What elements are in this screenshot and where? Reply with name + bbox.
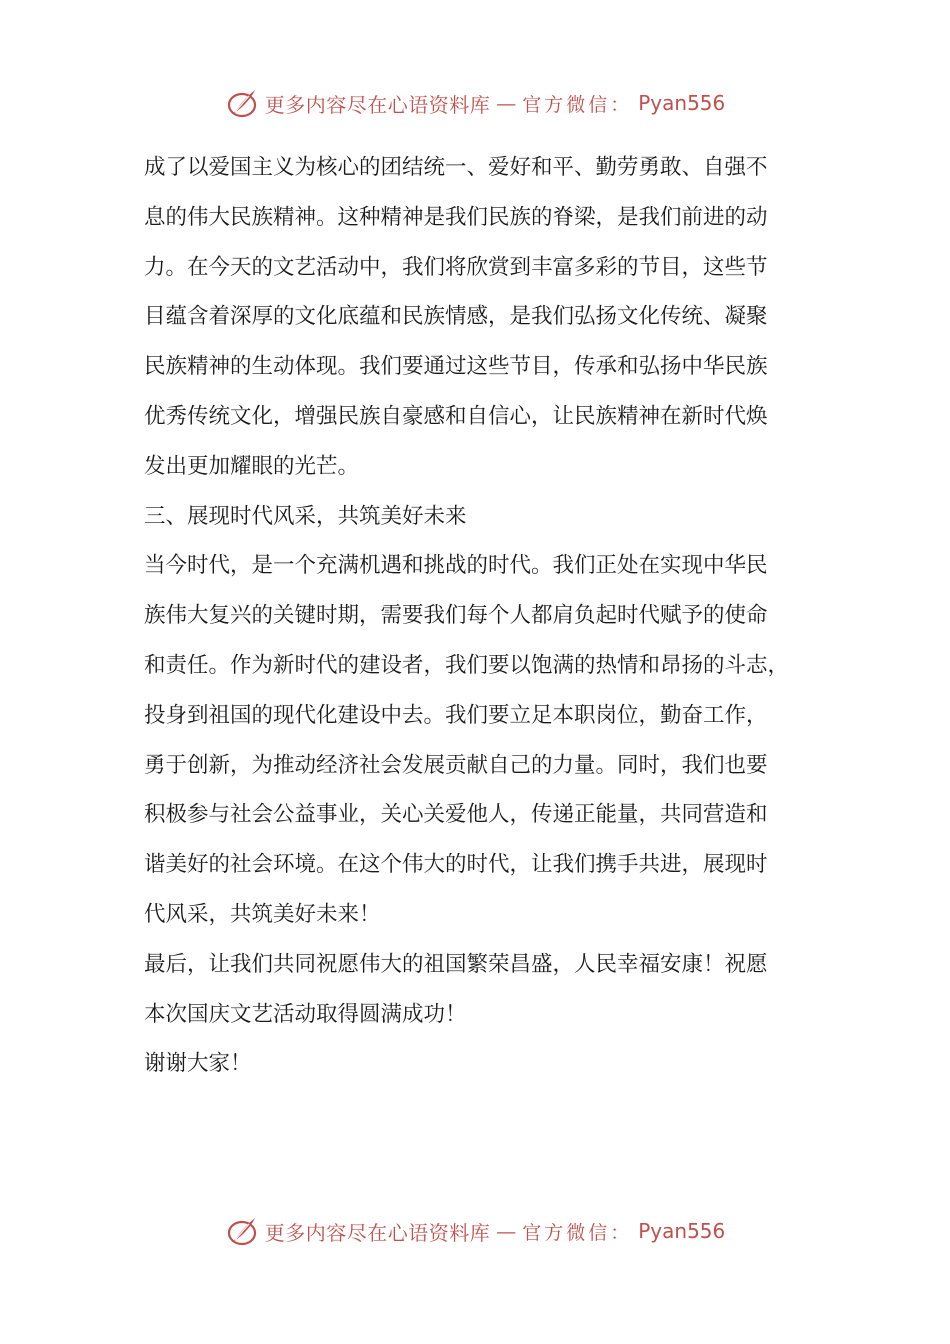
text-line: 息的伟大民族精神。这种精神是我们民族的脊梁，是我们前进的动 [144, 204, 768, 230]
text-line: 优秀传统文化，增强民族自豪感和自信心，让民族精神在新时代焕 [144, 403, 768, 429]
text-line: 族伟大复兴的关键时期，需要我们每个人都肩负起时代赋予的使命 [144, 603, 768, 629]
text-line: 积极参与社会公益事业，关心关爱他人，传递正能量，共同营造和 [144, 802, 768, 828]
text-line: 勇于创新，为推动经济社会发展贡献自己的力量。同时，我们也要 [144, 752, 768, 778]
text-line: 民族精神的生动体现。我们要通过这些节目，传承和弘扬中华民族 [144, 354, 768, 380]
closing-line: 谢谢大家！ [144, 1051, 252, 1077]
text-line: 最后，让我们共同祝愿伟大的祖国繁荣昌盛，人民幸福安康！祝愿 [144, 951, 768, 977]
watermark-wechat-id: Pyan556 [638, 1219, 726, 1243]
watermark-site-text: 更多内容尽在心语资料库 [264, 92, 491, 117]
watermark-separator: — [496, 1219, 517, 1243]
header-watermark [0, 83, 950, 123]
text-line: 本次国庆文艺活动取得圆满成功！ [144, 1001, 467, 1027]
text-line: 谐美好的社会环境。在这个伟大的时代，让我们携手共进，展现时 [144, 852, 768, 878]
watermark-label: 官方微信： [522, 1221, 633, 1244]
watermark-separator: — [496, 91, 517, 115]
text-line: 代风采，共筑美好未来！ [144, 901, 381, 927]
watermark-label: 官方微信： [522, 93, 633, 116]
feather-pen-logo-icon [225, 86, 259, 120]
section-heading: 三、展现时代风采，共筑美好未来 [144, 503, 467, 529]
text-line: 投身到祖国的现代化建设中去。我们要立足本职岗位，勤奋工作， [144, 702, 768, 728]
text-line: 发出更加耀眼的光芒。 [144, 453, 360, 479]
footer-watermark [0, 1211, 950, 1251]
feather-pen-logo-icon [225, 1214, 259, 1248]
text-line: 和责任。作为新时代的建设者，我们要以饱满的热情和昂扬的斗志， [144, 652, 790, 678]
text-line: 当今时代，是一个充满机遇和挑战的时代。我们正处在实现中华民 [144, 553, 768, 579]
text-line: 成了以爱国主义为核心的团结统一、爱好和平、勤劳勇敢、自强不 [144, 155, 768, 180]
document-body [144, 143, 820, 1089]
text-line: 力。在今天的文艺活动中，我们将欣赏到丰富多彩的节目，这些节 [144, 254, 768, 280]
text-line: 目蕴含着深厚的文化底蕴和民族情感，是我们弘扬文化传统、凝聚 [144, 304, 768, 330]
watermark-wechat-id: Pyan556 [638, 91, 726, 115]
watermark-site-text: 更多内容尽在心语资料库 [264, 1220, 491, 1245]
